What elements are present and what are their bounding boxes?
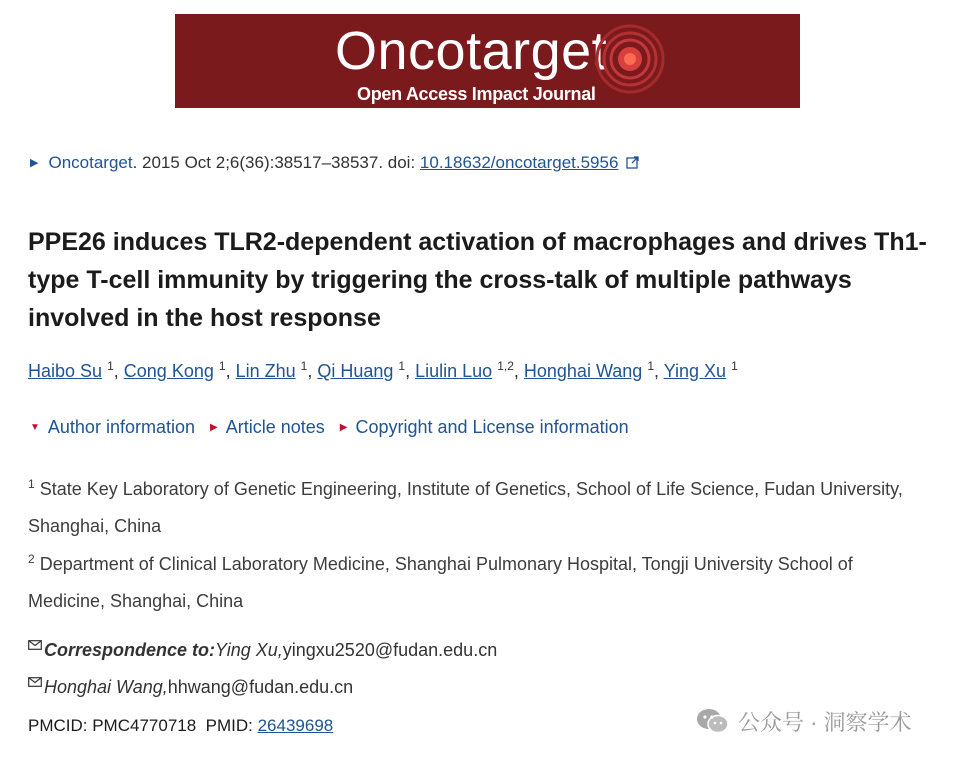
toggle-label[interactable]: Author information — [47, 417, 195, 437]
caret-right-icon: ▶ — [210, 422, 218, 433]
author-affiliation: 1 — [107, 359, 114, 373]
mail-icon — [28, 677, 42, 687]
affiliation-2 — [28, 541, 928, 620]
journal-link[interactable]: Oncotarget — [48, 153, 133, 172]
author-affiliation: 1 — [647, 359, 654, 373]
author-list: Haibo Su $^1$, Cong Kong $^1$, Lin Zhu $^1$, Qi Huang $^1$, Liulin Luo $^{1,2}$, Honghai Wang $^1$, Ying Xu $^1$ — [28, 359, 738, 381]
toggle-copyright-license[interactable] — [340, 417, 629, 437]
author-link[interactable]: Honghai Wang — [523, 361, 643, 381]
watermark-text: 公众号 · 洞察学术 — [738, 710, 912, 735]
wechat-icon — [696, 708, 730, 734]
correspondent-email[interactable]: yingxu2520@fudan.edu.cn — [282, 640, 498, 660]
citation-line — [30, 153, 639, 173]
pmid-link[interactable]: 26439698 — [257, 716, 334, 735]
banner-tagline: Open Access Impact Journal — [357, 84, 596, 104]
info-toggles — [30, 417, 639, 438]
mail-icon — [28, 640, 42, 650]
author-affiliation: 1,2 — [497, 359, 514, 373]
author-link[interactable]: Haibo Su — [28, 361, 103, 381]
doi-link[interactable]: 10.18632/oncotarget.5956 — [419, 153, 619, 172]
caret-down-icon: ▼ — [30, 422, 40, 433]
correspondent-name: Ying Xu, — [215, 640, 283, 660]
correspondence-1 — [28, 640, 497, 661]
toggle-author-information[interactable] — [30, 417, 195, 437]
author-affiliation: 1 — [218, 359, 226, 373]
external-link-icon[interactable] — [626, 156, 639, 169]
author-link[interactable]: Lin Zhu — [235, 361, 296, 381]
author-link[interactable]: Liulin Luo — [415, 361, 493, 381]
correspondent-email[interactable]: hhwang@fudan.edu.cn — [167, 677, 354, 697]
correspondence-label: Correspondence to: — [44, 640, 216, 660]
caret-right-icon: ▶ — [339, 422, 348, 433]
toggle-article-notes[interactable] — [210, 417, 325, 437]
author-link[interactable]: Ying Xu — [663, 361, 727, 381]
pmid-label: PMID: — [205, 716, 258, 735]
expand-triangle-icon[interactable]: ▶ — [30, 157, 39, 169]
affiliation-1 — [28, 466, 928, 545]
target-logo-icon — [595, 24, 665, 94]
affiliation-number: 1 — [28, 477, 35, 491]
author-affiliation: 1 — [300, 359, 308, 373]
pmcid: PMCID: PMC4770718 — [28, 716, 197, 735]
banner-logo-name: Oncotarget — [335, 21, 608, 81]
author-link[interactable]: Cong Kong — [123, 361, 214, 381]
author-link[interactable]: Qi Huang — [317, 361, 394, 381]
author-affiliation: 1 — [731, 359, 738, 373]
identifiers — [28, 716, 333, 736]
correspondence-2 — [28, 677, 353, 698]
correspondent-name: Honghai Wang, — [44, 677, 168, 697]
citation-details: . 2015 Oct 2;6(36):38517–38537. doi: — [132, 153, 420, 172]
affiliation-text: State Key Laboratory of Genetic Engineering, Institute of Genetics, School of Life Science, Fudan University, Shanghai, China — [28, 479, 903, 536]
toggle-label[interactable]: Article notes — [225, 417, 325, 437]
article-title: PPE26 induces TLR2-dependent activation of macrophages and drives Th1-type T-cell immunity by triggering the cross-talk of multiple pathways involved in the host response — [28, 228, 927, 332]
author-affiliation: 1 — [398, 359, 406, 373]
toggle-label[interactable]: Copyright and License information — [355, 417, 629, 437]
journal-banner — [175, 14, 800, 108]
affiliation-text: Department of Clinical Laboratory Medicine, Shanghai Pulmonary Hospital, Tongji University School of Medicine, Shanghai, China — [28, 554, 853, 611]
affiliation-number: 2 — [28, 552, 35, 566]
watermark — [696, 706, 912, 737]
